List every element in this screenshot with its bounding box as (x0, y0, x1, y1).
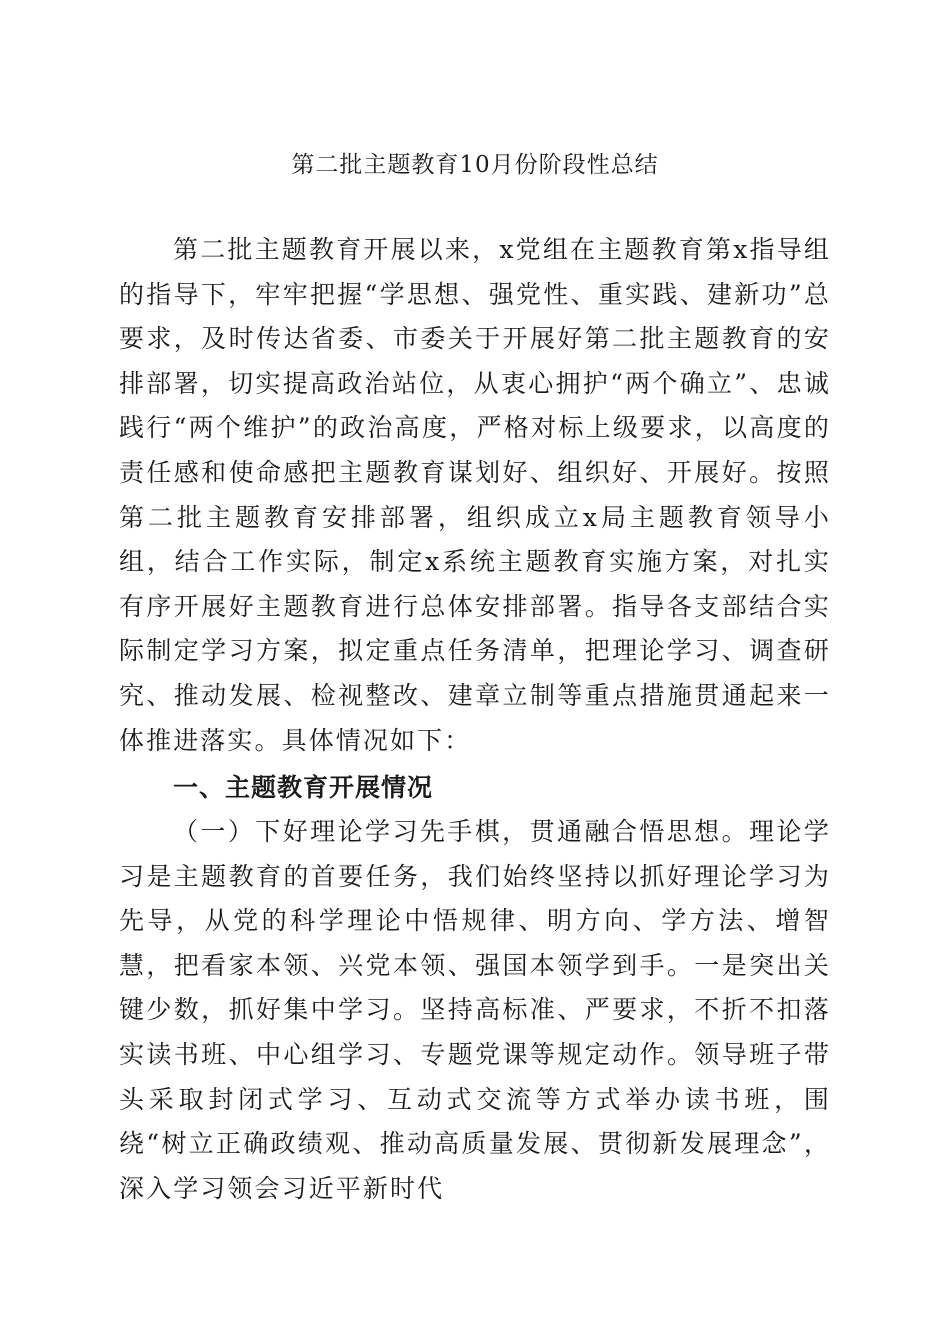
section-1-heading: 一、主题教育开展情况 (173, 773, 434, 802)
intro-paragraph: 第二批主题教育开展以来，x党组在主题教育第x指导组的指导下，牢牢把握“学思想、强党性、重实践、建新功”总要求，及时传达省委、市委关于开展好第二批主题教育的安排部署，切实提高政治站位，从衷心拥护“两个确立”、忠诚践行“两个维护”的政治高度，严格对标上级要求，以高度的责任感和使命感把主题教育谋划好、组织好、开展好。按照第二批主题教育安排部署，组织成立x局主题教育领导小组，结合工作实际，制定x系统主题教育实施方案，对扎实有序开展好主题教育进行总体安排部署。指导各支部结合实际制定学习方案，拟定重点任务清单，把理论学习、调查研究、推动发展、检视整改、建章立制等重点措施贯通起来一体推进落实。具体情况如下： (119, 235, 831, 755)
section-1-paragraph: （一）下好理论学习先手棋，贯通融合悟思想。理论学习是主题教育的首要任务，我们始终坚持以抓好理论学习为先导，从党的科学理论中悟规律、明方向、学方法、增智慧，把看家本领、兴党本领、强国本领学到手。一是突出关键少数，抓好集中学习。坚持高标准、严要求，不折不扣落实读书班、中心组学习、专题党课等规定动作。领导班子带头采取封闭式学习、互动式交流等方式举办读书班，围绕“树立正确政绩观、推动高质量发展、贯彻新发展理念”，深入学习领会习近平新时代 (119, 817, 831, 1203)
document-title: 第二批主题教育10月份阶段性总结 (291, 152, 659, 178)
